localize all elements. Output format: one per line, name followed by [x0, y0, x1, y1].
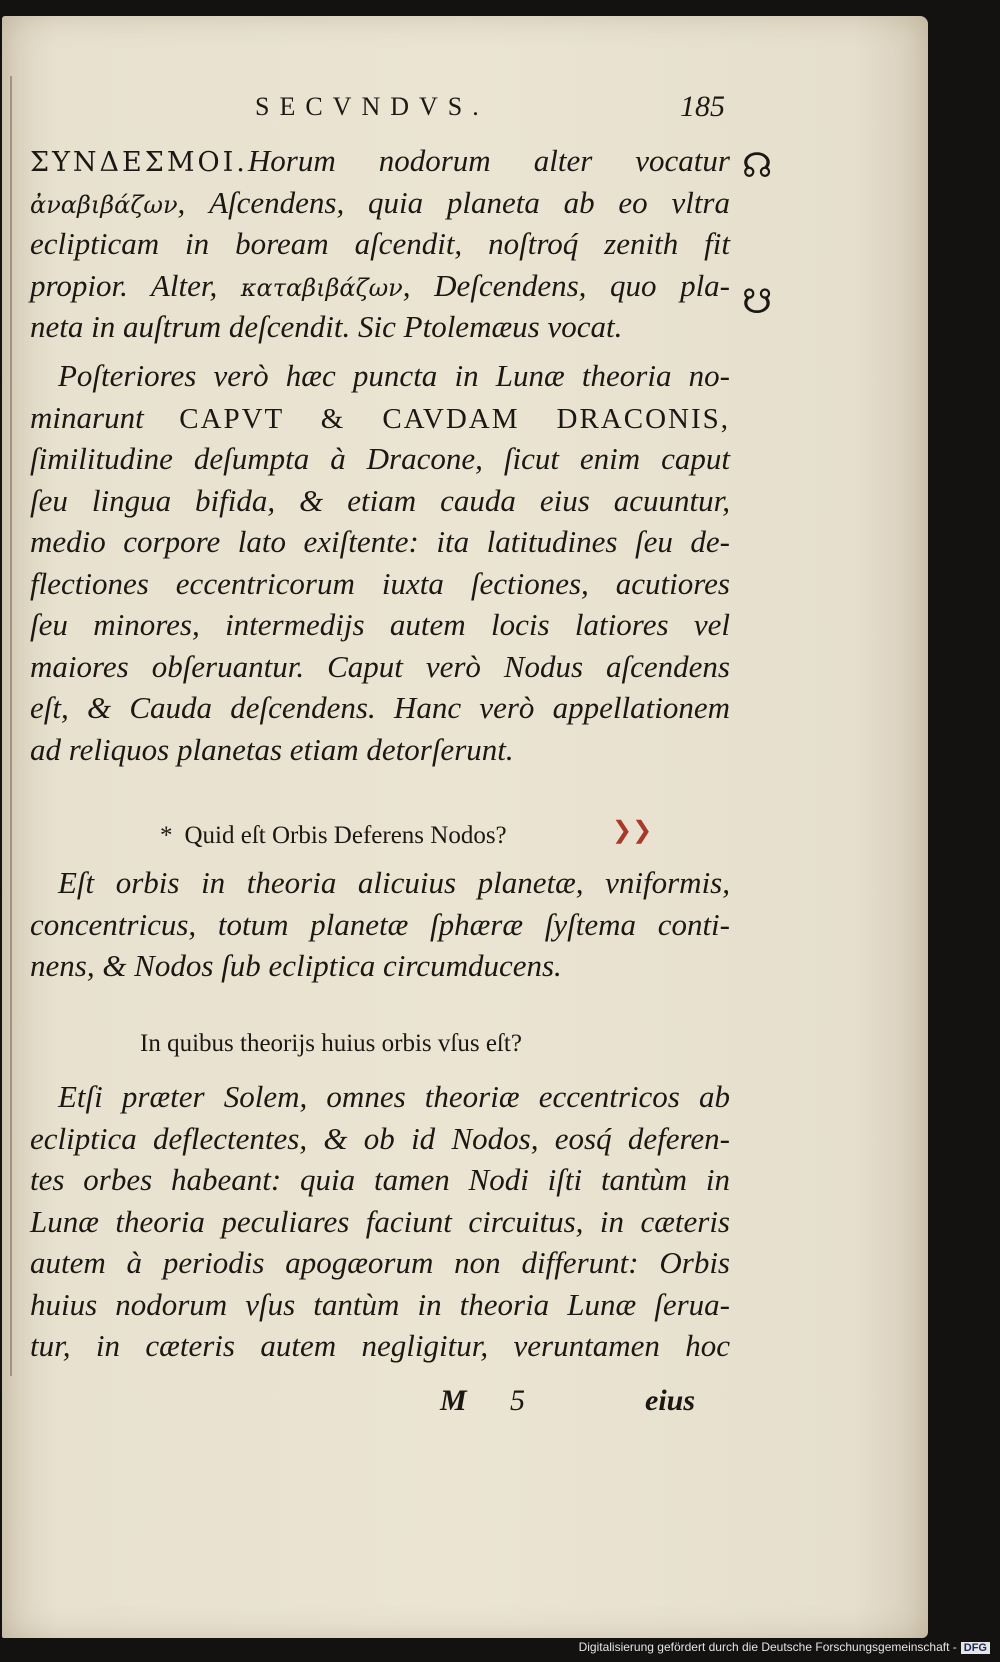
ascending-node-symbol: ☊: [742, 146, 773, 186]
text-line: tur, in cæteris autem negligitur, veruntamen hoc: [30, 1328, 730, 1363]
text-line: minarunt CAPVT & CAVDAM DRACONIS,: [30, 399, 730, 435]
question-heading-2: In quibus theorijs huius orbis vſus eſt?: [140, 1030, 522, 1057]
text-line: autem à periodis apogæorum non differunt: Orbis: [30, 1245, 730, 1280]
signature-number: 5: [510, 1384, 525, 1417]
marginal-quote-mark: ❯❯: [612, 816, 653, 844]
page-gutter: [10, 76, 12, 1376]
signature-mark: M: [440, 1384, 467, 1417]
text-line: concentricus, totum planetæ ſphæræ ſyſtema conti-: [30, 906, 730, 942]
greek-word: ἀναβιβάζων: [30, 190, 178, 219]
dfg-logo: DFG: [961, 1642, 990, 1654]
text-line: propior. Alter, καταβιβάζων, Deſcendens, quo pla-: [30, 267, 730, 303]
page-number: 185: [680, 90, 725, 123]
paragraph-4: [30, 1076, 730, 1367]
asterisk-icon: *: [160, 822, 173, 849]
text-line: Lunæ theoria peculiares faciunt circuitus, in cæteris: [30, 1203, 730, 1239]
text-line: maiores obſeruantur. Caput verò Nodus aſcendens: [30, 648, 730, 684]
text-line: huius nodorum vſus tantùm in theoria Lunæ ſerua-: [30, 1286, 730, 1322]
text-line: eſt, & Cauda deſcendens. Hanc verò appellationem: [30, 690, 730, 725]
text-line: tes orbes habeant: quia tamen Nodi iſti tantùm in: [30, 1162, 730, 1197]
text-line: eclipticam in boream aſcendit, noſtroq́ zenith fit: [30, 226, 730, 261]
text-line: ἀναβιβάζων, Aſcendens, quia planeta ab eo vltra: [30, 184, 730, 220]
text-line: Poſteriores verò hæc puncta in Lunæ theoria no-: [58, 358, 730, 393]
running-title: SECVNDVS.: [255, 92, 489, 121]
text-line: ad reliquos planetas etiam detorſerunt.: [30, 731, 514, 767]
small-caps-text: CAPVT & CAVDAM DRACONIS,: [179, 402, 730, 435]
paragraph-2: [30, 355, 730, 770]
text-line: Eſt orbis in theoria alicuius planetæ, vniformis,: [58, 865, 730, 900]
greek-heading: ΣΥΝΔΕΣΜΟΙ.: [30, 147, 248, 178]
catchword: eius: [645, 1384, 696, 1417]
text-line: nens, & Nodos ſub ecliptica circumducens.: [30, 948, 562, 983]
text-line: flectiones eccentricorum iuxta ſectiones, acutiores: [30, 565, 730, 601]
text-line: ſeu lingua bifida, & etiam cauda eius acuuntur,: [30, 482, 730, 518]
text-line: ſeu minores, intermedijs autem locis latiores vel: [30, 607, 730, 642]
text-line: medio corpore lato exiſtente: ita latitudines ſeu de-: [30, 524, 730, 559]
text-line: Etſi præter Solem, omnes theoriæ eccentricos ab: [58, 1079, 730, 1114]
greek-word: καταβιβάζων: [240, 273, 403, 302]
text-line: ΣΥΝΔΕΣΜΟΙ.Horum nodorum alter vocatur: [30, 143, 730, 178]
text-line: ſimilitudine deſumpta à Dracone, ſicut enim caput: [30, 441, 730, 476]
text-line: neta in auſtrum deſcendit. Sic Ptolemæus vocat.: [30, 309, 623, 344]
paragraph-3: [30, 862, 730, 987]
digitization-credit: Digitalisierung gefördert durch die Deutsche Forschungsgemeinschaft - DFG: [579, 1640, 990, 1654]
question-heading-1: * Quid eſt Orbis Deferens Nodos?: [160, 822, 507, 849]
paragraph-1: [30, 140, 730, 348]
text-line: ecliptica deflectentes, & ob id Nodos, eosq́ deferen-: [30, 1120, 730, 1156]
descending-node-symbol: ☋: [742, 282, 773, 322]
